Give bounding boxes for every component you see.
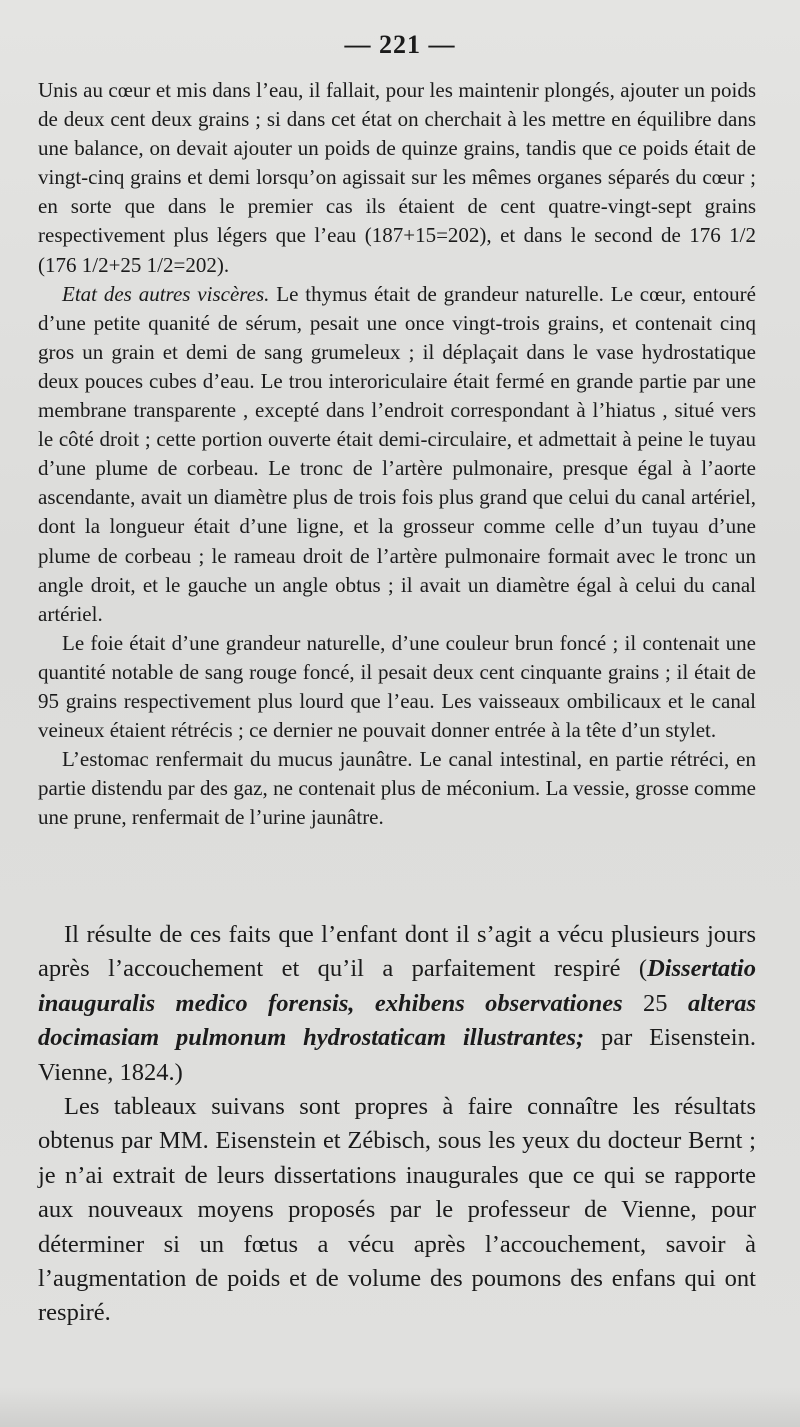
page-shadow bbox=[0, 1387, 800, 1427]
paragraph-1: Unis au cœur et mis dans l’eau, il fallait, pour les maintenir plongés, ajouter un poids de deux cent deux grains ; si dans cet état on cherchait à les mettre en équilibre dans une balance, on devait ajouter un poids de quinze grains, tandis que ce poids était de vingt-cinq grains et demi lorsqu’on agissait sur les mêmes organes séparés du cœur ; en sorte que dans le premier cas ils étaient de cent quatre-vingt-sept grains respectivement plus légers que l’eau (187+15=202), et dans le second de 176 1/2 (176 1/2+25 1/2=202). bbox=[38, 78, 756, 277]
dissertation-title-part2: alteras docimasiam pulmonum hydrostaticam illustrantes; bbox=[38, 989, 757, 1052]
section-heading-inline: Etat des autres viscères. bbox=[62, 281, 270, 306]
page-number: — 221 — bbox=[344, 30, 456, 59]
paragraph-4: L’estomac renfermait du mucus jaunâtre. Le canal intestinal, en partie rétréci, en partie distendu par des gaz, ne contenait plus de méconium. La vessie, grosse comme une prune, renfermait de l’urine jaunâtre. bbox=[38, 747, 756, 830]
dissertation-title-part1: Dissertatio inauguralis medico forensis, exhibens observationes bbox=[38, 955, 756, 1017]
paragraph-5-text-mid: 25 bbox=[622, 989, 688, 1017]
paragraph-5-text-before: Il résulte de ces faits que l’enfant dont il s’agit a vécu plusieurs jours après l’accouchement et qu’il a parfaitement respiré ( bbox=[38, 921, 756, 983]
paragraph-2-text: Le thymus était de grandeur naturelle. Le cœur, entouré d’une petite quanité de sérum, pesait une once vingt-trois grains, et contenait cinq gros un grain et demi de sang grumeleux ; il déplaçait dans le vase hydrostatique deux pouces cubes d’eau. Le trou interoriculaire était fermé en grande partie par une membrane transparente , excepté dans l’endroit correspondant à l’hiatus , situé vers le côté droit ; cette portion ouverte était demi-circulaire, et admettait à peine le tuyau d’une plume de corbeau. Le tronc de l’artère pulmonaire, presque égal à l’aorte ascendante, avait un diamètre plus de trois fois plus grand que celui du canal artériel, dont la longueur était d’une ligne, et la grosseur comme celle d’un tuyau d’une plume de corbeau ; le rameau droit de l’artère pulmonaire formait avec le tronc un angle droit, et le gauche un angle obtus ; il avait un diamètre égal à celui du canal artériel. bbox=[38, 281, 756, 626]
paragraph-6: Les tableaux suivans sont propres à faire connaître les résultats obtenus par MM. Eisenstein et Zébisch, sous les yeux du docteur Bernt ; je n’ai extrait de leurs dissertations inaugurales que ce qui se rapporte aux nouveaux moyens proposés par le professeur de Vienne, pour déterminer si un fœtus a vécu après l’accouchement, savoir à l’augmentation de poids et de volume des poumons des enfans qui ont respiré. bbox=[38, 1093, 756, 1327]
paragraph-3: Le foie était d’une grandeur naturelle, d’une couleur brun foncé ; il contenait une quantité notable de sang rouge foncé, il pesait deux cent cinquante grains ; il était de 95 grains respectivement plus lourd que l’eau. Les vaisseaux ombilicaux et le canal veineux étaient rétrécis ; ce dernier ne pouvait donner entrée à la tête d’un stylet. bbox=[38, 630, 756, 743]
body-text-small bbox=[38, 76, 756, 832]
paragraph-5 bbox=[38, 918, 756, 1090]
body-text-large bbox=[38, 918, 756, 1331]
paragraph-5-text-after: par Eisenstein. Vienne, 1824.) bbox=[38, 1024, 756, 1086]
paragraph-2 bbox=[38, 280, 756, 629]
